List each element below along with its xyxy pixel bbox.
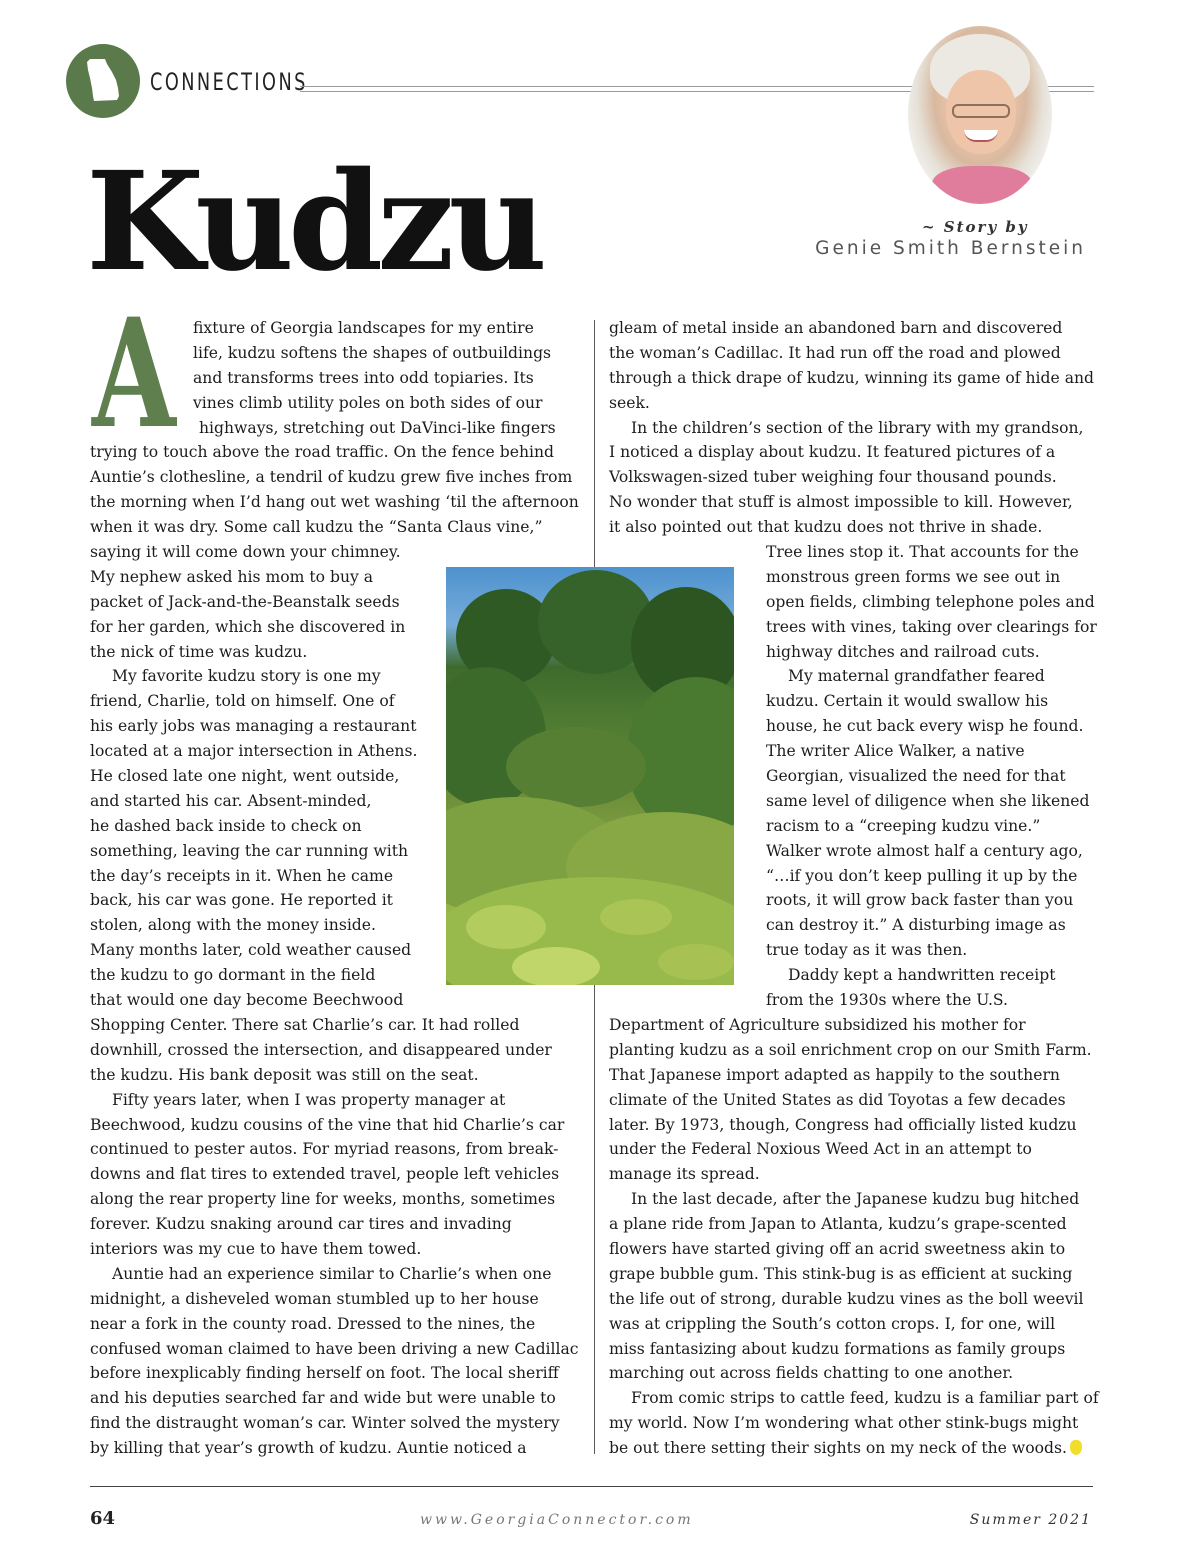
text-line: gleam of metal inside an abandoned barn and discovered [609,319,1063,337]
text-line: He closed late one night, went outside, [90,767,400,786]
text-line: before inexplicably finding herself on foot. The local sheriff [90,1364,559,1383]
text-line: forever. Kudzu snaking around car tires and invading [90,1215,512,1234]
text-line: grape bubble gum. This stink-bug is as efficient at sucking [609,1264,1073,1283]
text-line: In the last decade, after the Japanese kudzu bug hitched [631,1190,1080,1209]
text-line: was at crippling the South’s cotton crops. I, for one, will [609,1314,1056,1333]
text-line: I noticed a display about kudzu. It featured pictures of a [609,443,1056,462]
text-line: and transforms trees into odd topiaries. Its [193,368,534,387]
author-name: Genie Smith Bernstein [815,238,1086,259]
text-line: seek. [609,393,650,412]
text-line: the kudzu to go dormant in the field [90,966,376,985]
text-line: confused woman claimed to have been driving a new Cadillac [90,1339,579,1358]
text-line: climate of the United States as did Toyotas a few decades [609,1090,1066,1109]
text-line: through a thick drape of kudzu, winning its game of hide and [609,368,1095,387]
text-line: my world. Now I’m wondering what other stink-bugs might [609,1414,1079,1433]
text-line: Many months later, cold weather caused [90,941,412,960]
text-line: In the children’s section of the library with my grandson, [631,418,1084,437]
text-line: life, kudzu softens the shapes of outbuildings [193,343,552,362]
text-line: My nephew asked his mom to buy a [90,567,374,586]
text-line: Fifty years later, when I was property manager at [112,1090,506,1109]
text-line: the kudzu. His bank deposit was still on the seat. [90,1065,479,1084]
text-line: it also pointed out that kudzu does not thrive in shade. [609,518,1043,537]
text-line: true today as it was then. [766,941,968,960]
text-line: back, his car was gone. He reported it [90,891,393,910]
text-line: racism to a “creeping kudzu vine.” [766,816,1041,835]
page-number: 64 [90,1508,116,1529]
text-line: continued to pester autos. For myriad reasons, from break- [90,1140,559,1159]
text-line: miss fantasizing about kudzu formations as family groups [609,1339,1066,1358]
text-line: a plane ride from Japan to Atlanta, kudzu’s grape-scented [609,1215,1067,1234]
text-line: kudzu. Certain it would swallow his [766,692,1049,711]
text-line: his early jobs was managing a restaurant [90,717,417,736]
text-line: can destroy it.” A disturbing image as [766,916,1066,935]
kudzu-photo [446,567,734,985]
text-line: That Japanese import adapted as happily to the southern [609,1065,1060,1084]
text-line: vines climb utility poles on both sides of our [193,393,543,412]
text-line: highways, stretching out DaVinci-like fingers [199,418,556,437]
text-line: Auntie’s clothesline, a tendril of kudzu grew five inches from [90,468,573,487]
section-label: CONNECTIONS [150,68,308,96]
text-line: and started his car. Absent-minded, [90,791,372,810]
text-line: fixture of Georgia landscapes for my entire [193,319,534,337]
article-title: Kudzu [86,142,542,302]
text-line: monstrous green forms we see out in [766,567,1061,586]
text-line: downs and flat tires to extended travel, people left vehicles [90,1165,560,1184]
text-line: The writer Alice Walker, a native [766,742,1025,761]
text-line: highway ditches and railroad cuts. [766,642,1040,661]
text-line: Walker wrote almost half a century ago, [766,841,1083,860]
text-line: flowers have started giving off an acrid sweetness akin to [609,1239,1066,1258]
text-line: Department of Agriculture subsidized his mother for [609,1015,1026,1034]
text-line: stolen, along with the money inside. [90,916,376,935]
text-line: something, leaving the car running with [90,841,409,860]
text-line: from the 1930s where the U.S. [766,991,1008,1010]
footer-rule [90,1486,1093,1487]
text-line: and his deputies searched far and wide but were unable to [90,1389,556,1408]
text-line: Beechwood, kudzu cousins of the vine that hid Charlie’s car [90,1115,565,1134]
issue-date: Summer 2021 [969,1512,1092,1528]
text-line: when it was dry. Some call kudzu the “Santa Claus vine,” [90,518,543,537]
text-line: house, he cut back every wisp he found. [766,717,1084,736]
text-line: friend, Charlie, told on himself. One of [90,692,395,711]
text-line: Tree lines stop it. That accounts for the [766,543,1079,562]
text-line: Volkswagen-sized tuber weighing four thousand pounds. [609,468,1057,487]
text-line: open fields, climbing telephone poles and [766,592,1095,611]
text-line: located at a major intersection in Athens. [90,742,418,761]
text-line: planting kudzu as a soil enrichment crop on our Smith Farm. [609,1040,1092,1059]
text-line: Daddy kept a handwritten receipt [788,966,1056,985]
text-line: find the distraught woman’s car. Winter solved the mystery [90,1414,560,1433]
text-line: manage its spread. [609,1165,760,1184]
byline-prefix: ~ Story by [922,218,1029,236]
text-line: Shopping Center. There sat Charlie’s car. It had rolled [90,1015,520,1034]
georgia-state-icon [66,44,140,118]
text-line: along the rear property line for weeks, months, sometimes [90,1190,556,1209]
text-line: trying to touch above the road traffic. On the fence behind [90,443,555,462]
text-line: the day’s receipts in it. When he came [90,866,394,885]
text-line: My favorite kudzu story is one my [112,667,381,686]
text-line: midnight, a disheveled woman stumbled up to her house [90,1289,539,1308]
text-line: marching out across fields chatting to one another. [609,1364,1014,1383]
text-line: trees with vines, taking over clearings for [766,617,1097,636]
footer-url: www.GeorgiaConnector.com [420,1512,694,1528]
text-line: the woman’s Cadillac. It had run off the road and plowed [609,343,1061,362]
end-mark-icon [1070,1440,1082,1455]
text-line: interiors was my cue to have them towed. [90,1239,422,1258]
text-line: he dashed back inside to check on [90,816,362,835]
text-line: “…if you don’t keep pulling it up by the [766,866,1078,885]
text-line: From comic strips to cattle feed, kudzu is a familiar part of [631,1389,1099,1408]
author-photo [908,26,1052,204]
text-line: under the Federal Noxious Weed Act in an attempt to [609,1140,1032,1159]
text-line: Georgian, visualized the need for that [766,767,1066,786]
text-line: packet of Jack-and-the-Beanstalk seeds [90,592,400,611]
text-line: downhill, crossed the intersection, and disappeared under [90,1040,552,1059]
text-line: No wonder that stuff is almost impossible to kill. However, [609,493,1073,512]
text-line: same level of diligence when she likened [766,791,1090,810]
text-line: be out there setting their sights on my neck of the woods. [609,1439,1067,1458]
text-line: later. By 1973, though, Congress had officially listed kudzu [609,1115,1077,1134]
text-line: saying it will come down your chimney. [90,543,401,562]
text-line-last [609,1436,1099,1461]
text-line: roots, it will grow back faster than you [766,891,1074,910]
text-line: by killing that year’s growth of kudzu. Auntie noticed a [90,1439,527,1458]
text-line: the morning when I’d hang out wet washing ‘til the afternoon [90,493,579,512]
text-line: the life out of strong, durable kudzu vines as the boll weevil [609,1289,1084,1308]
text-line: the nick of time was kudzu. [90,642,308,661]
text-line: Auntie had an experience similar to Charlie’s when one [112,1264,552,1283]
text-line: near a fork in the county road. Dressed to the nines, the [90,1314,536,1333]
text-line: for her garden, which she discovered in [90,617,406,636]
text-line: My maternal grandfather feared [788,667,1045,686]
text-line: that would one day become Beechwood [90,991,404,1010]
drop-cap: A [92,286,176,462]
